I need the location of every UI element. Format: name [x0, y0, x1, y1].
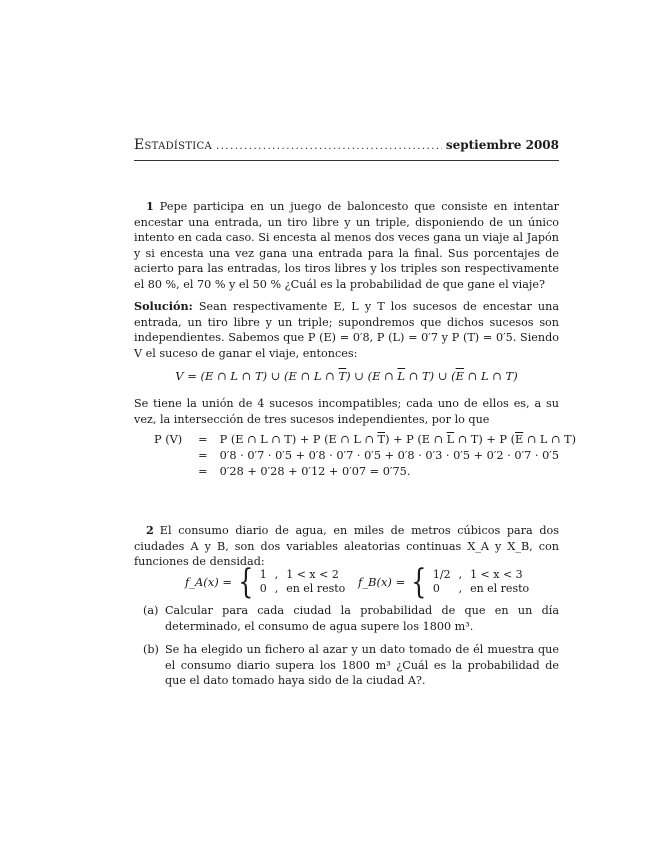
fB-r1-cond: 1 < x < 3 — [470, 568, 523, 581]
calc-r1-d: ∩ L ∩ T) — [523, 433, 576, 446]
calc-r1-a: P (E ∩ L ∩ T) + P (E ∩ L ∩ — [219, 433, 378, 446]
fB-cases — [433, 568, 529, 596]
problem-1-solution — [134, 299, 559, 361]
fB-label: f_B(x) = — [358, 575, 406, 589]
item-b-text: Se ha elegido un fichero al azar y un dato tomado de él muestra que el consumo diario supera los 1800 m³ ¿Cuál es la probabilidad de que el dato tomado haya sido de la ciudad A?. — [165, 643, 559, 687]
item-b — [143, 642, 559, 689]
course-title: Estadística — [134, 137, 213, 153]
problem-1-number: 1 — [146, 199, 154, 213]
problem-2-statement — [134, 523, 559, 570]
item-b-label: (b) — [143, 643, 159, 656]
fB-r1-comma: , — [458, 568, 463, 581]
fA-brace: { — [238, 562, 254, 602]
problem-2-text: El consumo diario de agua, en miles de metros cúbicos para dos ciudades A y B, son dos variables aleatorias continuas X_A y X_B, con funciones de densidad: — [134, 524, 559, 568]
calc-row-3-expr: 0′28 + 0′28 + 0′12 + 0′07 = 0′75. — [219, 465, 411, 478]
problem-1-text: Pepe participa en un juego de baloncesto que consiste en intentar encestar una entrada, un tiro libre y un triple, disponiendo de un único intento en cada caso. Si encesta al menos dos veces gana un viaje al Japón y si encesta una vez gana una entrada para la final. Sus porcentajes de acierto para las entradas, los tiros libres y los triples son respectivamente el 80 %, el 70 % y el 50 % ¿Cuál es la probabilidad de que gane el viaje? — [134, 200, 559, 291]
fA-r2-val: 0 — [259, 582, 267, 595]
calc-r1-b: ) + P (E ∩ — [385, 433, 447, 446]
problem-2-items — [143, 603, 559, 697]
fA-r1-val: 1 — [259, 568, 267, 581]
fB-r2-cond: en el resto — [470, 582, 530, 595]
fB-r1-val: 1/2 — [432, 568, 451, 581]
problem-1-statement — [134, 199, 559, 292]
calc-r1-bar-L: $\overline{L}$ — [446, 433, 455, 446]
fB-r2-val: 0 — [432, 582, 440, 595]
union-explanation: Se tiene la unión de 4 sucesos incompatibles; cada uno de ellos es, a su vez, la intersección de tres sucesos independientes, por lo que — [134, 397, 559, 426]
fA-r2-cond: en el resto — [286, 582, 346, 595]
calc-row-2 — [150, 448, 580, 464]
eq-V-term3: ∩ T) ∪ ( — [405, 369, 456, 383]
calc-lhs: P (V) — [154, 433, 183, 446]
calc-row-2-expr: 0′8 · 0′7 · 0′5 + 0′8 · 0′7 · 0′5 + 0′8 · 0′3 · 0′5 + 0′2 · 0′7 · 0′5 — [219, 449, 560, 462]
calc-r1-bar-T: $\overline{T}$ — [377, 433, 386, 446]
calc-eq-3: = — [198, 465, 208, 478]
eq-V-lhs: V = — [175, 369, 197, 383]
equation-V — [134, 369, 559, 383]
eq-V-term4: ∩ L ∩ T) — [464, 369, 518, 383]
item-a-label: (a) — [143, 604, 159, 617]
calc-eq-2: = — [198, 449, 208, 462]
density-fB — [358, 562, 530, 602]
calc-row-3 — [150, 464, 580, 480]
eq-V-bar-T: $\overline{T}$ — [338, 369, 347, 383]
header-dot-leader — [216, 141, 442, 152]
calc-row-1 — [150, 432, 580, 448]
calc-eq-1: = — [198, 433, 208, 446]
eq-V-bar-L: $\overline{L}$ — [397, 369, 406, 383]
fB-brace: { — [411, 562, 427, 602]
probability-calculation — [150, 432, 580, 480]
item-a-text: Calcular para cada ciudad la probabilidad de que en un día determinado, el consumo de agua supere los 1800 m³. — [165, 604, 559, 633]
fB-r2-comma: , — [458, 582, 463, 595]
density-fA — [185, 562, 346, 602]
problem-2-number: 2 — [146, 523, 154, 537]
exam-date: septiembre 2008 — [445, 138, 559, 152]
fA-r1-cond: 1 < x < 2 — [286, 568, 339, 581]
fA-label: f_A(x) = — [185, 575, 233, 589]
page-header — [134, 137, 559, 157]
calc-r1-bar-E: $\overline{E}$ — [515, 433, 524, 446]
eq-V-bar-E: $\overline{E}$ — [455, 369, 465, 383]
header-rule — [134, 160, 559, 161]
calc-row-1-expr — [216, 432, 580, 448]
solution-text: Sean respectivamente E, L y T los sucesos de encestar una entrada, un tiro libre y un triple; supondremos que dichos sucesos son independientes. Sabemos que P (E) = 0′8, P (L) = 0′7 y P (T) = 0′5. Siendo V el suceso de ganar el viaje, entonces: — [134, 300, 560, 360]
eq-V-term2: ) ∪ (E ∩ — [346, 369, 398, 383]
item-a — [143, 603, 559, 634]
fA-r2-comma: , — [274, 582, 279, 595]
calc-r1-c: ∩ T) + P ( — [454, 433, 515, 446]
solution-label: Solución: — [134, 299, 193, 313]
eq-V-term1: (E ∩ L ∩ T) ∪ (E ∩ L ∩ — [200, 369, 339, 383]
fA-cases — [260, 568, 346, 596]
fA-r1-comma: , — [274, 568, 279, 581]
